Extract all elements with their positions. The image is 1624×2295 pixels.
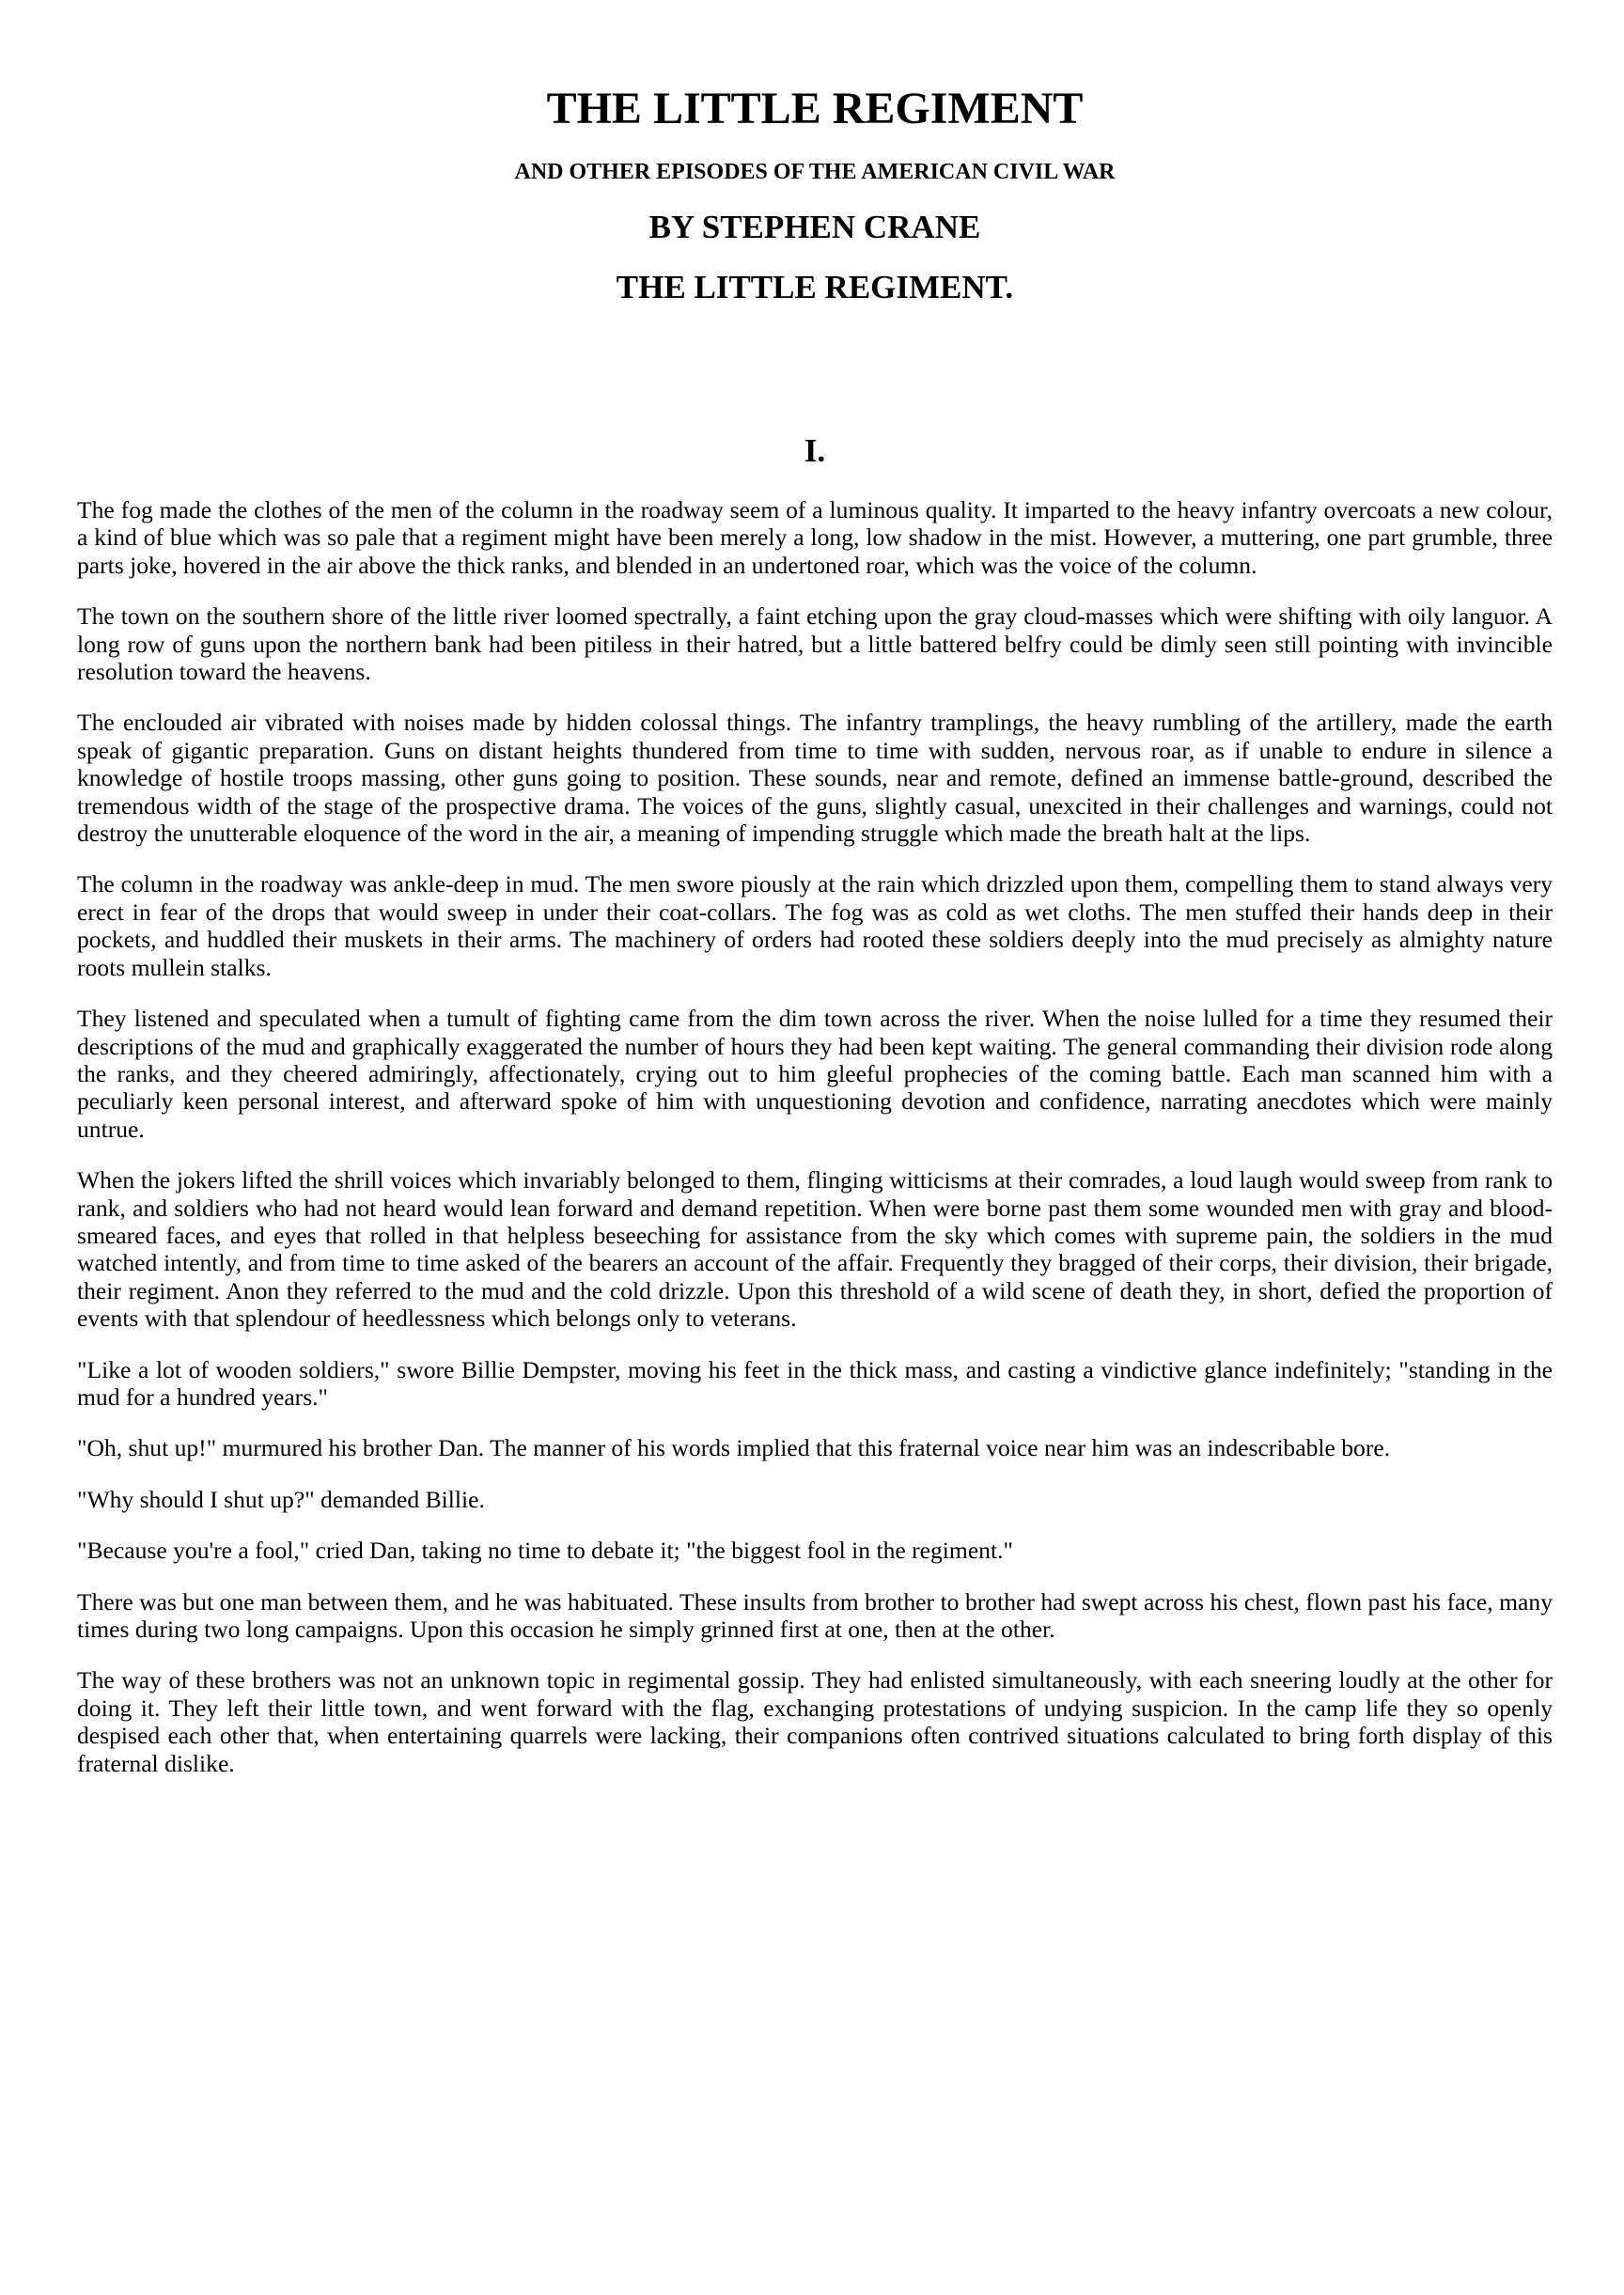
paragraph: The column in the roadway was ankle-deep in mud. The men swore piously at the rain which drizzled upon them, compelling them to stand always very erect in fear of the drops that would sweep in under their coat-collars. The fog was as cold as wet cloths. The men stuffed their hands deep in their pockets, and huddled their muskets in their arms. The machinery of orders had rooted these soldiers deeply into the mud precisely as almighty nature roots mullein stalks. [77, 870, 1553, 981]
paragraph: When the jokers lifted the shrill voices which invariably belonged to them, flinging witticisms at their comrades, a loud laugh would sweep from rank to rank, and soldiers who had not heard would lean forward and demand repetition. When were borne past them some wounded men with gray and blood-smeared faces, and eyes that rolled in that helpless beseeching for assistance from the sky which comes with supreme pain, the soldiers in the mud watched intently, and from time to time asked of the bearers an account of the affair. Frequently they bragged of their corps, their division, their brigade, their regiment. Anon they referred to the mud and the cold drizzle. Upon this threshold of a wild scene of death they, in short, defied the proportion of events with that splendour of heedlessness which belongs only to veterans. [77, 1166, 1553, 1333]
paragraph: "Oh, shut up!" murmured his brother Dan. The manner of his words implied that this fraternal voice near him was an indescribable bore. [77, 1434, 1391, 1462]
book-author: BY STEPHEN CRANE [648, 209, 981, 245]
paragraph: There was but one man between them, and he was habituated. These insults from brother to brother had swept across his chest, flown past his face, many times during two long campaigns. Upon this occasion he simply grinned first at one, then at the other. [77, 1587, 1553, 1643]
book-subtitle: AND OTHER EPISODES OF THE AMERICAN CIVIL WAR [514, 160, 1116, 184]
paragraph: "Like a lot of wooden soldiers," swore Billie Dempster, moving his feet in the thick mass, and casting a vindictive glance indefinitely; "standing in the mud for a hundred years." [77, 1355, 1553, 1411]
paragraph: The enclouded air vibrated with noises made by hidden colossal things. The infantry tramplings, the heavy rumbling of the artillery, made the earth speak of gigantic preparation. Guns on distant heights thundered from time to time with sudden, nervous roar, as if unable to endure in silence a knowledge of hostile troops massing, other guns going to position. These sounds, near and remote, defined an immense battle-ground, described the tremendous width of the stage of the prospective drama. The voices of the guns, slightly casual, unexcited in their challenges and warnings, could not destroy the unutterable eloquence of the word in the air, a meaning of impending struggle which made the breath halt at the lips. [77, 709, 1553, 848]
story-title: THE LITTLE REGIMENT. [616, 269, 1014, 305]
story-body [77, 496, 1553, 1801]
paragraph: "Why should I shut up?" demanded Billie. [77, 1485, 485, 1513]
chapter-heading: I. [804, 432, 826, 469]
paragraph: "Because you're a fool," cried Dan, taking no time to debate it; "the biggest fool in the regiment." [77, 1537, 1013, 1565]
paragraph: The fog made the clothes of the men of the column in the roadway seem of a luminous quality. It imparted to the heavy infantry overcoats a new colour, a kind of blue which was so pale that a regiment might have been merely a long, low shadow in the mist. However, a muttering, one part grumble, three parts joke, hovered in the air above the thick ranks, and blended in an undertoned roar, which was the voice of the column. [77, 496, 1553, 579]
book-title: THE LITTLE REGIMENT [546, 84, 1084, 133]
paragraph: The town on the southern shore of the little river loomed spectrally, a faint etching upon the gray cloud-masses which were shifting with oily languor. A long row of guns upon the northern bank had been pitiless in their hatred, but a little battered belfry could be dimly seen still pointing with invincible resolution toward the heavens. [77, 602, 1553, 686]
paragraph: They listened and speculated when a tumult of fighting came from the dim town across the river. When the noise lulled for a time they resumed their descriptions of the mud and graphically exaggerated the number of hours they had been kept waiting. The general commanding their division rode along the ranks, and they cheered admiringly, affectionately, crying out to him gleeful prophecies of the coming battle. Each man scanned him with a peculiarly keen personal interest, and afterward spoke of him with unquestioning devotion and confidence, narrating anecdotes which were mainly untrue. [77, 1005, 1553, 1143]
paragraph: The way of these brothers was not an unknown topic in regimental gossip. They had enlisted simultaneously, with each sneering loudly at the other for doing it. They left their little town, and went forward with the flag, exchanging protestations of undying suspicion. In the camp life they so openly despised each other that, when entertaining quarrels were lacking, their companions often contrived situations calculated to bring forth display of this fraternal dislike. [77, 1666, 1553, 1777]
